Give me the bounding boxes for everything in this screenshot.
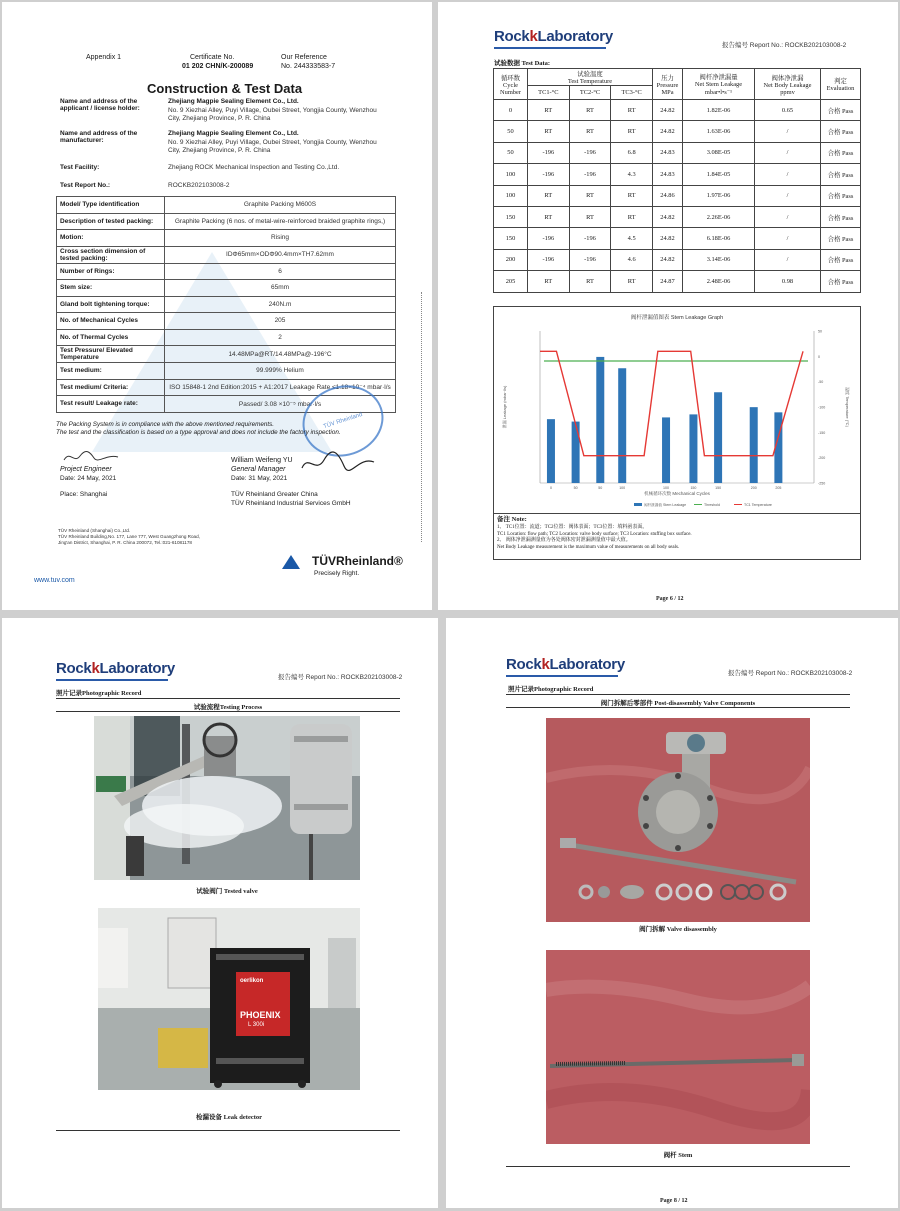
- x-tick-label: 205: [775, 486, 782, 490]
- cell-stem: 3.14E-06: [683, 249, 755, 270]
- tested-valve-photo: [94, 716, 360, 880]
- table-row: [494, 121, 861, 142]
- caption-valve-disassembly: 阀门拆解 Valve disassembly: [639, 926, 717, 933]
- leakage-bar: [547, 419, 555, 483]
- spec-value: Passed/ 3.08 ×10⁻⁵ mbar·l/s: [165, 396, 396, 413]
- divider: [506, 694, 850, 695]
- stem-leakage-chart: [493, 306, 861, 514]
- test-data-title: 试验数据 Test Data:: [494, 60, 551, 67]
- table-row: [494, 164, 861, 185]
- logo-lab: Laboratory: [537, 28, 613, 45]
- cell-eval: 合格 Pass: [821, 142, 861, 163]
- cell-cycle: 205: [494, 271, 528, 292]
- x-tick-label: 100: [619, 486, 626, 490]
- spec-label: Motion:: [57, 230, 165, 247]
- header-tc3: TC3-°C: [611, 86, 653, 100]
- cell-eval: 合格 Pass: [821, 121, 861, 142]
- cell-p: 24.83: [653, 164, 683, 185]
- x-tick-label: 100: [663, 486, 670, 490]
- place: Place: Shanghai: [60, 491, 108, 498]
- cell-stem: 1.63E-06: [683, 121, 755, 142]
- cell-body: /: [755, 228, 821, 249]
- cell-tc3: RT: [611, 100, 653, 121]
- spec-value: 65mm: [165, 280, 396, 297]
- cell-p: 24.82: [653, 100, 683, 121]
- spec-value: Rising: [165, 230, 396, 247]
- logo-rock: Rock: [56, 660, 92, 677]
- header-stem: [683, 69, 755, 100]
- logo-lab: Laboratory: [99, 660, 175, 677]
- table-row: [494, 185, 861, 206]
- cell-tc1: RT: [528, 206, 570, 227]
- y2-tick-label: 50: [818, 329, 822, 334]
- spec-label: No. of Mechanical Cycles: [57, 313, 165, 330]
- tested-valve-image: [94, 716, 360, 880]
- cell-body: /: [755, 249, 821, 270]
- cell-cycle: 200: [494, 249, 528, 270]
- table-row: [494, 249, 861, 270]
- spec-value: Graphite Packing (6 nos. of metal-wire-reinforced braided graphite rings,): [165, 213, 396, 230]
- address-line-3: Jing'an District, Shanghai, P. R. China 200072, Tel.:021-61081178: [58, 540, 192, 546]
- header-stem-unit: mbar•l•s⁻¹: [704, 89, 733, 96]
- leakage-bar: [618, 368, 626, 483]
- applicant-name: Zhejiang Magpie Sealing Element Co., Ltd.: [168, 98, 299, 105]
- cert-no: 01 202 CHN/K-200089: [182, 63, 254, 70]
- header-pressure-en: Pressure: [656, 81, 679, 89]
- compliance-line-1: The Packing System is in compliance with the above mentioned requirements.: [56, 421, 275, 428]
- x-tick-label: 50: [598, 486, 603, 490]
- header-tc2: TC2-°C: [569, 86, 611, 100]
- spec-row: [57, 346, 396, 363]
- header-eval: [821, 69, 861, 100]
- y2-tick-label: 0: [818, 354, 820, 359]
- header-eval-en: Evaluation: [826, 85, 855, 92]
- cell-p: 24.82: [653, 121, 683, 142]
- header-temp: [528, 69, 653, 86]
- spec-row: [57, 363, 396, 380]
- header-pressure-unit: MPa: [661, 88, 674, 96]
- cell-tc2: RT: [569, 271, 611, 292]
- header-pressure: [653, 69, 683, 100]
- spec-row: [57, 213, 396, 230]
- cell-eval: 合格 Pass: [821, 206, 861, 227]
- leak-detector-image: [98, 908, 360, 1090]
- spec-label: Gland bolt tightening torque:: [57, 296, 165, 313]
- stamp-text: TÜV Rheinland: [322, 411, 364, 431]
- cell-stem: 6.18E-06: [683, 228, 755, 249]
- tuv-brand: TÜVRheinland®: [312, 554, 403, 568]
- spec-label: Test medium/ Criteria:: [57, 379, 165, 396]
- report-value: ROCKB202103008-2: [168, 182, 230, 189]
- header-stem-en: Net Stem Leakage: [694, 81, 743, 88]
- cell-tc2: RT: [569, 121, 611, 142]
- engineer-date: Date: 24 May, 2021: [60, 475, 117, 482]
- y2-axis-label: 温度 Temperature (°C): [845, 387, 850, 427]
- logo-rock: Rock: [494, 28, 530, 45]
- test-data-table: [493, 68, 861, 293]
- our-ref-label: Our Reference: [281, 54, 327, 61]
- manager-name: William Weifeng YU: [231, 457, 293, 464]
- x-tick-label: 0: [549, 486, 552, 490]
- process-title: 试验流程Testing Process: [193, 704, 263, 711]
- spec-value: 205: [165, 313, 396, 330]
- cell-tc3: 4.5: [611, 228, 653, 249]
- spec-label: Test Pressure/ Elevated Temperature: [57, 346, 165, 363]
- section-title: 照片记录Photographic Record: [56, 690, 142, 697]
- cell-cycle: 50: [494, 121, 528, 142]
- cell-stem: 1.97E-06: [683, 185, 755, 206]
- manager-signature: [298, 450, 378, 476]
- header-body-cn: 阀体净泄漏: [771, 74, 804, 82]
- spec-label: Description of tested packing:: [57, 213, 165, 230]
- cell-p: 24.82: [653, 249, 683, 270]
- report-number: 报告编号 Report No.: ROCKB202103008-2: [728, 670, 853, 677]
- cell-eval: 合格 Pass: [821, 100, 861, 121]
- spec-label: Test result/ Leakage rate:: [57, 396, 165, 413]
- header-cycle: [494, 69, 528, 100]
- header-cycle-cn: 循环数: [500, 74, 521, 82]
- cell-body: /: [755, 164, 821, 185]
- valve-disassembly-photo: [546, 718, 810, 922]
- header-temp-en: Test Temperature: [567, 78, 613, 85]
- spec-row: [57, 263, 396, 280]
- applicant-label: Name and address of the applicant / license holder:: [60, 98, 140, 112]
- logo-underline: [56, 679, 168, 681]
- spec-value: IDΦ65mm×ODΦ90.4mm×TH7.62mm: [165, 246, 396, 263]
- leakage-bar: [750, 407, 758, 483]
- header-cycle-en: Cycle: [503, 81, 518, 89]
- page-number: Page 6 / 12: [656, 596, 684, 602]
- cell-tc2: RT: [569, 185, 611, 206]
- components-title: 阀门拆解后零部件 Post-disassembly Valve Components: [600, 700, 756, 707]
- y-axis-label: 泄漏 Leakage (mbar·l/s): [502, 385, 507, 429]
- header-body-unit: ppmv: [780, 88, 795, 96]
- note-4: Net Body Leakage measurement is the maximum value of measurements on all body seals.: [497, 545, 680, 551]
- logo-underline: [494, 47, 606, 49]
- spec-row: [57, 230, 396, 247]
- divider: [56, 1130, 400, 1131]
- header-cycle-en2: Number: [500, 88, 521, 96]
- spec-value: 14.48MPa@RT/14.48MPa@-196°C: [165, 346, 396, 363]
- cell-eval: 合格 Pass: [821, 249, 861, 270]
- logo-rock: Rock: [506, 656, 542, 673]
- spec-label: Model/ Type identification: [57, 197, 165, 214]
- chart-svg: [494, 307, 860, 513]
- leakage-bar: [689, 414, 697, 483]
- spec-row: [57, 197, 396, 214]
- rock-laboratory-logo: [56, 660, 175, 677]
- org-2: TÜV Rheinland Industrial Services GmbH: [231, 500, 351, 507]
- header-eval-cn: 判定: [834, 78, 847, 85]
- leakage-bar: [714, 392, 722, 483]
- cell-cycle: 0: [494, 100, 528, 121]
- stem-image: [546, 950, 810, 1144]
- cell-stem: 2.26E-06: [683, 206, 755, 227]
- table-row: [494, 100, 861, 121]
- detector-sub: L 300i: [248, 1022, 265, 1028]
- address-line-1: TÜV Rheinland (Shanghai) Co.,Ltd.: [58, 528, 131, 533]
- appendix-label: Appendix 1: [86, 54, 122, 61]
- detector-brand: oerlikon: [240, 978, 264, 984]
- org-1: TÜV Rheinland Greater China: [231, 491, 318, 498]
- manufacturer-label: Name and address of the manufacturer:: [60, 130, 138, 144]
- cell-stem: 3.08E-05: [683, 142, 755, 163]
- y2-tick-label: -250: [818, 481, 826, 486]
- page-number: Page 8 / 12: [660, 1198, 688, 1204]
- manager-title: General Manager: [231, 466, 286, 473]
- legend-label-leakage: 阀杆泄漏值 Stem Leakage: [644, 503, 687, 507]
- caption-leak-detector: 检漏设备 Leak detector: [195, 1114, 263, 1121]
- cert-no-label: Certificate No.: [190, 54, 235, 61]
- note-1: 1、 TC1位置：流道；TC2位置：阀体表面；TC3位置：填料函表面。: [497, 524, 648, 530]
- cell-tc1: -196: [528, 142, 570, 163]
- spec-row: [57, 313, 396, 330]
- chart-title: 阀杆泄漏值图表 Stem Leakage Graph: [630, 315, 724, 321]
- stem-photo: [546, 950, 810, 1144]
- logo-k: k: [541, 656, 550, 673]
- spec-value: Graphite Packing M600S: [165, 197, 396, 214]
- logo-k: k: [529, 28, 538, 45]
- cell-stem: 1.84E-05: [683, 164, 755, 185]
- cell-cycle: 100: [494, 185, 528, 206]
- page-title: Construction & Test Data: [147, 81, 303, 96]
- cell-tc2: RT: [569, 206, 611, 227]
- our-ref: No. 244333583-7: [281, 63, 336, 70]
- cell-tc1: RT: [528, 185, 570, 206]
- temperature-line: [540, 351, 803, 455]
- x-tick-label: 200: [750, 486, 757, 490]
- engineer-signature: [62, 448, 122, 466]
- manager-date: Date: 31 May, 2021: [231, 475, 288, 482]
- manufacturer-name: Zhejiang Magpie Sealing Element Co., Ltd.: [168, 130, 299, 137]
- legend-label-temperature: TC1 Temperature: [744, 503, 772, 507]
- cell-body: /: [755, 185, 821, 206]
- leak-detector-photo: [98, 908, 360, 1090]
- cell-body: 0.65: [755, 100, 821, 121]
- cell-stem: 2.48E-06: [683, 271, 755, 292]
- detector-model: PHOENIX: [240, 1010, 281, 1020]
- notes-title: 备注 Note:: [497, 516, 527, 523]
- cell-tc3: RT: [611, 185, 653, 206]
- cell-eval: 合格 Pass: [821, 271, 861, 292]
- header-stem-cn: 阀杆净泄漏量: [699, 74, 738, 81]
- facility-value: Zhejiang ROCK Mechanical Inspection and Testing Co.,Ltd.: [168, 164, 340, 171]
- facility-label: Test Facility:: [60, 164, 100, 171]
- report-number: 报告编号 Report No.: ROCKB202103008-2: [278, 674, 403, 681]
- note-3: 2、 阀体净泄漏测量值为各处阀体密封泄漏测量值中最大值。: [497, 538, 631, 544]
- logo-underline: [506, 675, 618, 677]
- cell-p: 24.87: [653, 271, 683, 292]
- cell-eval: 合格 Pass: [821, 185, 861, 206]
- spec-row: [57, 246, 396, 263]
- rock-laboratory-logo: [494, 28, 613, 45]
- cell-tc2: -196: [569, 228, 611, 249]
- certificate-page: [2, 2, 432, 610]
- cell-eval: 合格 Pass: [821, 164, 861, 185]
- spec-label: Test medium:: [57, 363, 165, 380]
- cell-p: 24.83: [653, 142, 683, 163]
- spec-label: Number of Rings:: [57, 263, 165, 280]
- cell-body: /: [755, 206, 821, 227]
- header-body-en: Net Body Leakage: [763, 81, 812, 89]
- address-line-2: TÜV Rheinland Building,No. 177, Lane 777, West Guangzhong Road,: [58, 534, 200, 540]
- note-2: TC1 Location: flow path; TC2 Location: valve body surface; TC3 Location: stuffing box surface.: [497, 531, 692, 537]
- leakage-bar: [662, 417, 670, 483]
- leakage-bar: [596, 357, 604, 483]
- cell-cycle: 100: [494, 164, 528, 185]
- compliance-text: [56, 421, 376, 437]
- x-tick-label: 150: [690, 486, 697, 490]
- engineer-title: Project Engineer: [60, 466, 112, 473]
- photo-record-page-2: [446, 618, 898, 1208]
- photo-record-page-1: [2, 618, 438, 1208]
- cell-stem: 1.82E-06: [683, 100, 755, 121]
- spec-label: Stem size:: [57, 280, 165, 297]
- cell-tc2: -196: [569, 249, 611, 270]
- cell-tc1: RT: [528, 271, 570, 292]
- x-tick-label: 50: [573, 486, 578, 490]
- cell-p: 24.86: [653, 185, 683, 206]
- spec-label: No. of Thermal Cycles: [57, 329, 165, 346]
- header-temp-cn: 试验温度: [577, 71, 603, 78]
- spec-row: [57, 280, 396, 297]
- divider: [56, 698, 400, 699]
- cell-tc1: RT: [528, 121, 570, 142]
- table-row: [494, 142, 861, 163]
- x-tick-label: 150: [715, 486, 722, 490]
- spec-value: 2: [165, 329, 396, 346]
- x-axis-label: 机械循环次数 Mechanical Cycles: [644, 491, 710, 496]
- spec-row: [57, 329, 396, 346]
- leakage-bar: [572, 422, 580, 483]
- spec-table: [56, 196, 396, 413]
- cell-cycle: 150: [494, 206, 528, 227]
- cell-tc1: RT: [528, 100, 570, 121]
- cell-p: 24.82: [653, 228, 683, 249]
- y2-tick-label: -100: [818, 405, 826, 410]
- tuv-slogan: Precisely Right.: [314, 570, 360, 577]
- cell-tc3: RT: [611, 206, 653, 227]
- spec-row: [57, 296, 396, 313]
- rock-laboratory-logo: [506, 656, 625, 673]
- report-label: Test Report No.:: [60, 182, 111, 189]
- section-title: 照片记录Photographic Record: [508, 686, 594, 693]
- notes-box: [493, 514, 861, 560]
- side-divider: [421, 292, 427, 542]
- cell-tc1: -196: [528, 164, 570, 185]
- table-row: [494, 206, 861, 227]
- cell-tc2: RT: [569, 100, 611, 121]
- spec-value: 99.999% Helium: [165, 363, 396, 380]
- valve-disassembly-image: [546, 718, 810, 922]
- divider: [506, 707, 850, 708]
- cell-body: /: [755, 121, 821, 142]
- y2-tick-label: -200: [818, 456, 826, 461]
- header-pressure-cn: 压力: [661, 74, 674, 82]
- header-body: [755, 69, 821, 100]
- legend-swatch-leakage: [634, 503, 642, 506]
- header-tc1: TC1-°C: [528, 86, 570, 100]
- cell-body: 0.98: [755, 271, 821, 292]
- report-number: 报告编号 Report No.: ROCKB202103008-2: [722, 42, 847, 49]
- cell-body: /: [755, 142, 821, 163]
- spec-label: Cross section dimension of tested packing:: [57, 246, 165, 263]
- cell-cycle: 50: [494, 142, 528, 163]
- legend-label-threshold: Threshold: [704, 503, 720, 507]
- spec-value: 240N.m: [165, 296, 396, 313]
- cell-cycle: 150: [494, 228, 528, 249]
- divider: [56, 711, 400, 712]
- cell-tc1: -196: [528, 228, 570, 249]
- logo-lab: Laboratory: [549, 656, 625, 673]
- spec-value: ISO 15848-1 2nd Edition:2015 + A1:2017 Leakage Rate ≤1.18×10⁻⁴ mbar·l/s: [165, 379, 396, 396]
- caption-tested-valve: 试验阀门 Tested valve: [196, 888, 258, 895]
- cell-tc1: -196: [528, 249, 570, 270]
- website-link[interactable]: www.tuv.com: [34, 577, 75, 584]
- cell-tc3: 4.3: [611, 164, 653, 185]
- cell-tc2: -196: [569, 142, 611, 163]
- cell-tc3: RT: [611, 121, 653, 142]
- cell-tc3: RT: [611, 271, 653, 292]
- tuv-logo-icon: [282, 555, 300, 569]
- test-data-page: [438, 2, 898, 610]
- cell-tc3: 4.6: [611, 249, 653, 270]
- y2-tick-label: -50: [818, 380, 824, 385]
- y2-tick-label: -150: [818, 430, 826, 435]
- table-row: [494, 228, 861, 249]
- logo-k: k: [91, 660, 100, 677]
- cell-tc3: 6.8: [611, 142, 653, 163]
- cell-eval: 合格 Pass: [821, 228, 861, 249]
- caption-stem: 阀杆 Stem: [663, 1152, 693, 1159]
- cell-tc2: -196: [569, 164, 611, 185]
- applicant-address: No. 9 Xiezhai Alley, Puyi Village, Oubei Street, Yongjia County, Wenzhou City, Zhejiang Province, P. R. China: [168, 107, 377, 123]
- divider: [506, 1166, 850, 1167]
- tuv-address: [58, 528, 200, 547]
- spec-value: 6: [165, 263, 396, 280]
- compliance-line-2: The test and the classification is based on a type approval and does not include the factory inspection.: [56, 429, 341, 437]
- manufacturer-address: No. 9 Xiezhai Alley, Puyi Village, Oubei Street, Yongjia County, Wenzhou City, Zhejiang Province, P. R. China: [168, 139, 377, 155]
- table-row: [494, 271, 861, 292]
- cell-p: 24.82: [653, 206, 683, 227]
